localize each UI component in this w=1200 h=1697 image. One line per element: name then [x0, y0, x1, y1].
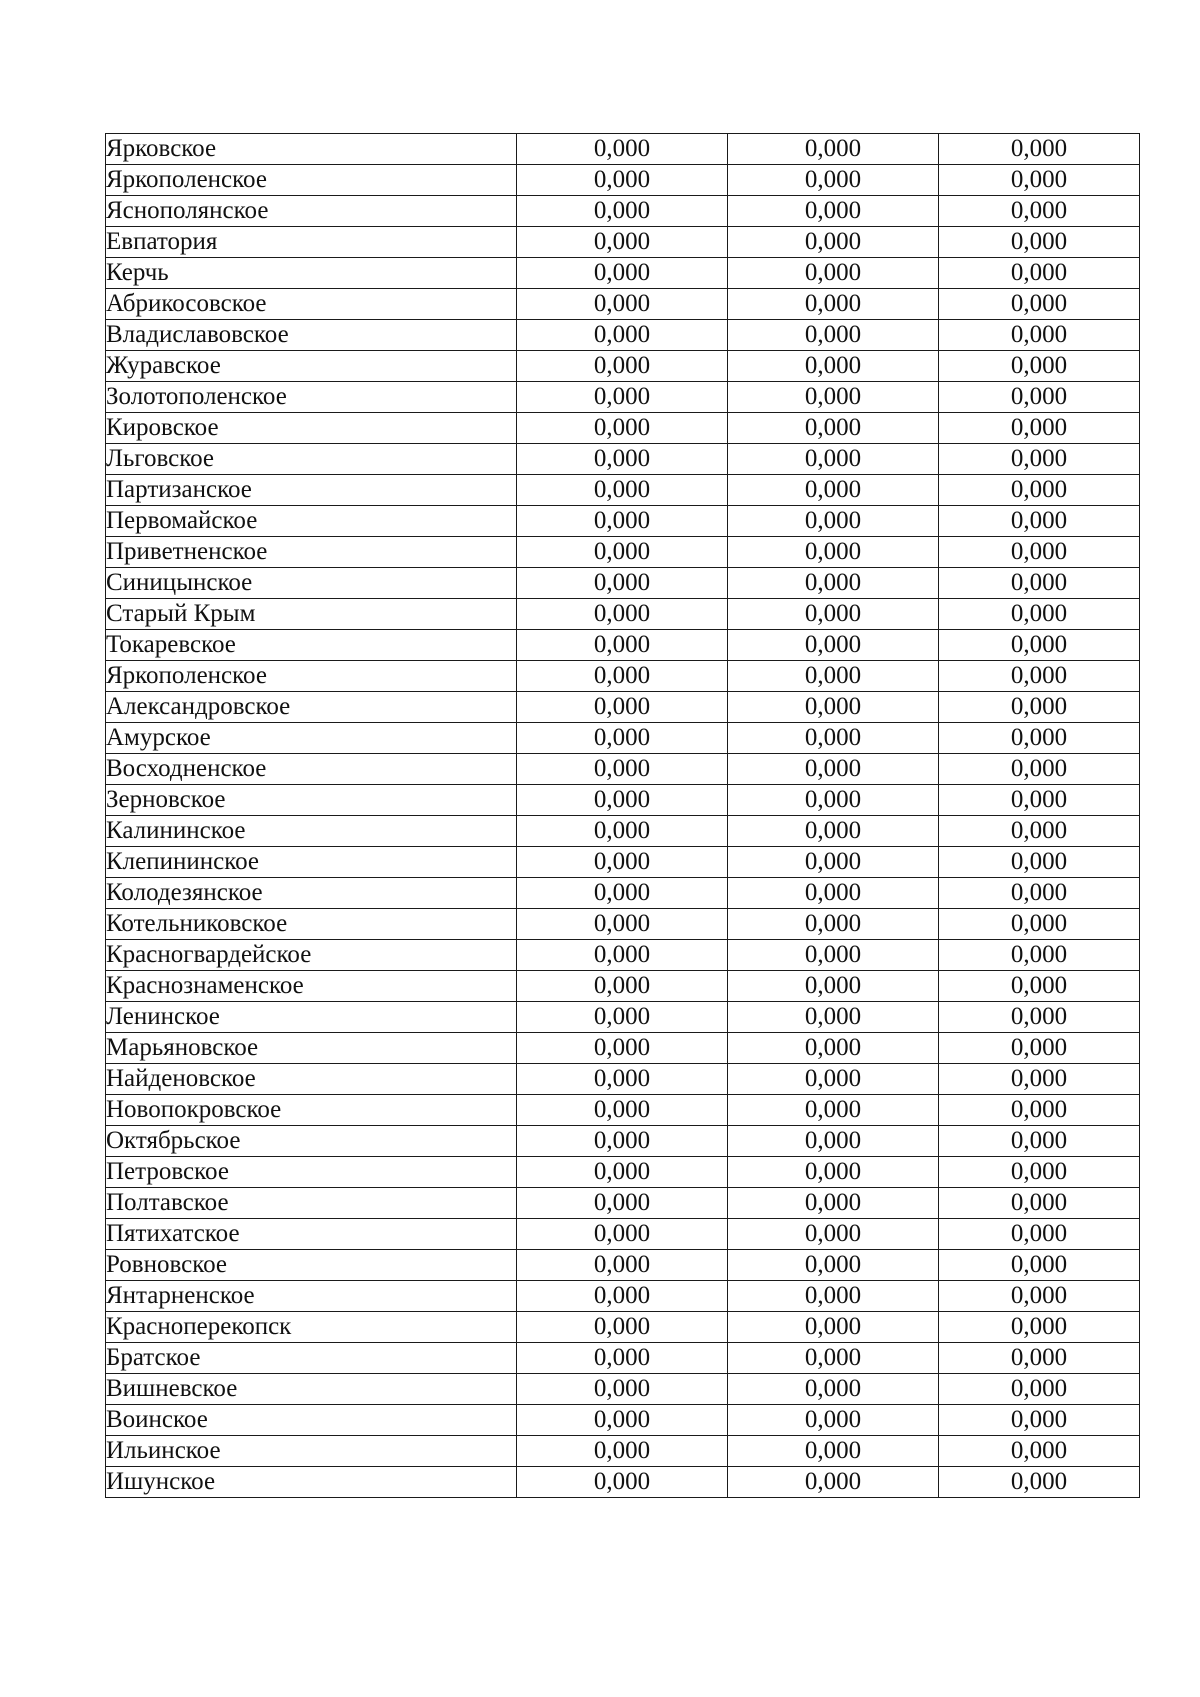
value-cell-2: 0,000 [728, 785, 939, 816]
value-cell-2: 0,000 [728, 196, 939, 227]
value-cell-2: 0,000 [728, 320, 939, 351]
value-cell-2: 0,000 [728, 382, 939, 413]
value-cell-1: 0,000 [517, 413, 728, 444]
value-cell-1: 0,000 [517, 661, 728, 692]
value-cell-2: 0,000 [728, 1281, 939, 1312]
value-cell-1: 0,000 [517, 351, 728, 382]
value-cell-1: 0,000 [517, 506, 728, 537]
table-row [106, 1467, 1140, 1498]
table-row [106, 909, 1140, 940]
settlement-name-cell: Приветненское [106, 537, 517, 568]
value-cell-3: 0,000 [939, 971, 1140, 1002]
table-row [106, 1374, 1140, 1405]
table-row [106, 320, 1140, 351]
settlement-name-cell: Полтавское [106, 1188, 517, 1219]
settlement-name-cell: Октябрьское [106, 1126, 517, 1157]
value-cell-3: 0,000 [939, 1126, 1140, 1157]
table-row [106, 1219, 1140, 1250]
value-cell-3: 0,000 [939, 692, 1140, 723]
value-cell-3: 0,000 [939, 1033, 1140, 1064]
value-cell-1: 0,000 [517, 847, 728, 878]
value-cell-3: 0,000 [939, 1157, 1140, 1188]
value-cell-3: 0,000 [939, 289, 1140, 320]
table-row [106, 258, 1140, 289]
settlement-name-cell: Найденовское [106, 1064, 517, 1095]
value-cell-3: 0,000 [939, 878, 1140, 909]
value-cell-2: 0,000 [728, 1188, 939, 1219]
settlement-name-cell: Братское [106, 1343, 517, 1374]
value-cell-2: 0,000 [728, 1405, 939, 1436]
value-cell-3: 0,000 [939, 847, 1140, 878]
table-row [106, 165, 1140, 196]
table-row [106, 227, 1140, 258]
value-cell-3: 0,000 [939, 413, 1140, 444]
value-cell-2: 0,000 [728, 258, 939, 289]
value-cell-2: 0,000 [728, 568, 939, 599]
value-cell-3: 0,000 [939, 1064, 1140, 1095]
value-cell-3: 0,000 [939, 1219, 1140, 1250]
table-row [106, 1002, 1140, 1033]
value-cell-3: 0,000 [939, 1281, 1140, 1312]
table-row [106, 816, 1140, 847]
table-row [106, 568, 1140, 599]
value-cell-3: 0,000 [939, 382, 1140, 413]
settlement-name-cell: Марьяновское [106, 1033, 517, 1064]
value-cell-3: 0,000 [939, 1374, 1140, 1405]
value-cell-2: 0,000 [728, 909, 939, 940]
value-cell-1: 0,000 [517, 1219, 728, 1250]
table-row [106, 289, 1140, 320]
value-cell-2: 0,000 [728, 971, 939, 1002]
settlement-name-cell: Котельниковское [106, 909, 517, 940]
value-cell-3: 0,000 [939, 1095, 1140, 1126]
table-row [106, 196, 1140, 227]
value-cell-2: 0,000 [728, 878, 939, 909]
settlement-name-cell: Красноперекопск [106, 1312, 517, 1343]
settlement-name-cell: Евпатория [106, 227, 517, 258]
table-row [106, 847, 1140, 878]
value-cell-3: 0,000 [939, 227, 1140, 258]
value-cell-2: 0,000 [728, 1467, 939, 1498]
value-cell-1: 0,000 [517, 1095, 728, 1126]
value-cell-2: 0,000 [728, 351, 939, 382]
table-body [106, 134, 1140, 1498]
table-row [106, 1343, 1140, 1374]
value-cell-2: 0,000 [728, 599, 939, 630]
value-cell-1: 0,000 [517, 1002, 728, 1033]
value-cell-1: 0,000 [517, 1250, 728, 1281]
value-cell-1: 0,000 [517, 196, 728, 227]
table-row [106, 1157, 1140, 1188]
table-row [106, 785, 1140, 816]
settlement-name-cell: Старый Крым [106, 599, 517, 630]
value-cell-1: 0,000 [517, 599, 728, 630]
value-cell-2: 0,000 [728, 475, 939, 506]
settlement-name-cell: Керчь [106, 258, 517, 289]
settlement-name-cell: Восходненское [106, 754, 517, 785]
settlement-name-cell: Яснополянское [106, 196, 517, 227]
value-cell-3: 0,000 [939, 537, 1140, 568]
settlement-name-cell: Ленинское [106, 1002, 517, 1033]
settlement-name-cell: Краснознаменское [106, 971, 517, 1002]
value-cell-1: 0,000 [517, 785, 728, 816]
table-row [106, 1033, 1140, 1064]
value-cell-3: 0,000 [939, 1312, 1140, 1343]
value-cell-1: 0,000 [517, 1126, 728, 1157]
value-cell-2: 0,000 [728, 692, 939, 723]
value-cell-3: 0,000 [939, 444, 1140, 475]
table-row [106, 661, 1140, 692]
value-cell-2: 0,000 [728, 1250, 939, 1281]
value-cell-2: 0,000 [728, 227, 939, 258]
value-cell-3: 0,000 [939, 661, 1140, 692]
value-cell-1: 0,000 [517, 1436, 728, 1467]
value-cell-2: 0,000 [728, 1033, 939, 1064]
value-cell-1: 0,000 [517, 382, 728, 413]
value-cell-3: 0,000 [939, 599, 1140, 630]
table-row [106, 537, 1140, 568]
value-cell-1: 0,000 [517, 1405, 728, 1436]
value-cell-1: 0,000 [517, 1374, 728, 1405]
table-row [106, 1250, 1140, 1281]
value-cell-3: 0,000 [939, 1343, 1140, 1374]
value-cell-1: 0,000 [517, 940, 728, 971]
value-cell-3: 0,000 [939, 1250, 1140, 1281]
data-table [105, 133, 1140, 1498]
value-cell-2: 0,000 [728, 661, 939, 692]
settlement-name-cell: Яркополенское [106, 661, 517, 692]
value-cell-1: 0,000 [517, 134, 728, 165]
table-row [106, 382, 1140, 413]
value-cell-1: 0,000 [517, 289, 728, 320]
value-cell-2: 0,000 [728, 816, 939, 847]
value-cell-1: 0,000 [517, 1467, 728, 1498]
value-cell-3: 0,000 [939, 165, 1140, 196]
value-cell-3: 0,000 [939, 909, 1140, 940]
table-row [106, 692, 1140, 723]
table-row [106, 134, 1140, 165]
value-cell-1: 0,000 [517, 1312, 728, 1343]
value-cell-2: 0,000 [728, 1064, 939, 1095]
value-cell-2: 0,000 [728, 165, 939, 196]
value-cell-1: 0,000 [517, 1157, 728, 1188]
value-cell-2: 0,000 [728, 1343, 939, 1374]
table-row [106, 599, 1140, 630]
settlement-name-cell: Колодезянское [106, 878, 517, 909]
value-cell-2: 0,000 [728, 723, 939, 754]
settlement-name-cell: Ильинское [106, 1436, 517, 1467]
settlement-name-cell: Пятихатское [106, 1219, 517, 1250]
value-cell-1: 0,000 [517, 971, 728, 1002]
value-cell-1: 0,000 [517, 1188, 728, 1219]
settlement-name-cell: Янтарненское [106, 1281, 517, 1312]
table-row [106, 1095, 1140, 1126]
value-cell-3: 0,000 [939, 754, 1140, 785]
value-cell-3: 0,000 [939, 196, 1140, 227]
settlement-name-cell: Калининское [106, 816, 517, 847]
value-cell-2: 0,000 [728, 1095, 939, 1126]
value-cell-2: 0,000 [728, 754, 939, 785]
settlement-name-cell: Амурское [106, 723, 517, 754]
value-cell-2: 0,000 [728, 1312, 939, 1343]
settlement-name-cell: Журавское [106, 351, 517, 382]
value-cell-1: 0,000 [517, 1033, 728, 1064]
table-row [106, 878, 1140, 909]
settlement-name-cell: Токаревское [106, 630, 517, 661]
settlement-name-cell: Воинское [106, 1405, 517, 1436]
table-row [106, 1126, 1140, 1157]
table-row [106, 444, 1140, 475]
settlement-name-cell: Льговское [106, 444, 517, 475]
value-cell-3: 0,000 [939, 568, 1140, 599]
table-row [106, 1188, 1140, 1219]
settlement-name-cell: Владиславовское [106, 320, 517, 351]
settlement-name-cell: Первомайское [106, 506, 517, 537]
value-cell-2: 0,000 [728, 940, 939, 971]
value-cell-3: 0,000 [939, 320, 1140, 351]
settlement-name-cell: Александровское [106, 692, 517, 723]
value-cell-3: 0,000 [939, 475, 1140, 506]
value-cell-3: 0,000 [939, 816, 1140, 847]
settlement-name-cell: Партизанское [106, 475, 517, 506]
value-cell-2: 0,000 [728, 444, 939, 475]
value-cell-3: 0,000 [939, 723, 1140, 754]
value-cell-3: 0,000 [939, 1002, 1140, 1033]
value-cell-1: 0,000 [517, 475, 728, 506]
value-cell-2: 0,000 [728, 1002, 939, 1033]
value-cell-1: 0,000 [517, 630, 728, 661]
settlement-name-cell: Золотополенское [106, 382, 517, 413]
table-row [106, 413, 1140, 444]
value-cell-1: 0,000 [517, 227, 728, 258]
value-cell-3: 0,000 [939, 1436, 1140, 1467]
settlement-name-cell: Клепининское [106, 847, 517, 878]
table-row [106, 723, 1140, 754]
value-cell-3: 0,000 [939, 258, 1140, 289]
value-cell-1: 0,000 [517, 537, 728, 568]
value-cell-3: 0,000 [939, 785, 1140, 816]
table-row [106, 1312, 1140, 1343]
value-cell-3: 0,000 [939, 630, 1140, 661]
table-row [106, 940, 1140, 971]
value-cell-3: 0,000 [939, 351, 1140, 382]
value-cell-2: 0,000 [728, 289, 939, 320]
value-cell-2: 0,000 [728, 630, 939, 661]
settlement-name-cell: Ровновское [106, 1250, 517, 1281]
settlement-name-cell: Вишневское [106, 1374, 517, 1405]
value-cell-3: 0,000 [939, 1188, 1140, 1219]
value-cell-2: 0,000 [728, 413, 939, 444]
settlement-name-cell: Яркополенское [106, 165, 517, 196]
value-cell-1: 0,000 [517, 816, 728, 847]
value-cell-1: 0,000 [517, 723, 728, 754]
table-row [106, 971, 1140, 1002]
value-cell-1: 0,000 [517, 1064, 728, 1095]
table-row [106, 351, 1140, 382]
value-cell-1: 0,000 [517, 568, 728, 599]
settlement-name-cell: Ярковское [106, 134, 517, 165]
settlement-name-cell: Новопокровское [106, 1095, 517, 1126]
table-row [106, 754, 1140, 785]
table-row [106, 1436, 1140, 1467]
table-row [106, 475, 1140, 506]
value-cell-1: 0,000 [517, 1281, 728, 1312]
value-cell-3: 0,000 [939, 1467, 1140, 1498]
value-cell-1: 0,000 [517, 692, 728, 723]
value-cell-1: 0,000 [517, 320, 728, 351]
value-cell-1: 0,000 [517, 1343, 728, 1374]
settlement-name-cell: Красногвардейское [106, 940, 517, 971]
document-page [105, 133, 1135, 1498]
value-cell-3: 0,000 [939, 506, 1140, 537]
value-cell-2: 0,000 [728, 1126, 939, 1157]
settlement-name-cell: Ишунское [106, 1467, 517, 1498]
value-cell-1: 0,000 [517, 754, 728, 785]
settlement-name-cell: Абрикосовское [106, 289, 517, 320]
settlement-name-cell: Кировское [106, 413, 517, 444]
value-cell-3: 0,000 [939, 1405, 1140, 1436]
settlement-name-cell: Петровское [106, 1157, 517, 1188]
table-row [106, 1281, 1140, 1312]
value-cell-2: 0,000 [728, 537, 939, 568]
table-row [106, 630, 1140, 661]
table-row [106, 506, 1140, 537]
table-row [106, 1405, 1140, 1436]
value-cell-1: 0,000 [517, 165, 728, 196]
value-cell-1: 0,000 [517, 909, 728, 940]
value-cell-2: 0,000 [728, 1436, 939, 1467]
settlement-name-cell: Синицынское [106, 568, 517, 599]
value-cell-2: 0,000 [728, 506, 939, 537]
value-cell-2: 0,000 [728, 1374, 939, 1405]
value-cell-1: 0,000 [517, 258, 728, 289]
value-cell-2: 0,000 [728, 847, 939, 878]
value-cell-2: 0,000 [728, 134, 939, 165]
table-row [106, 1064, 1140, 1095]
value-cell-2: 0,000 [728, 1219, 939, 1250]
value-cell-2: 0,000 [728, 1157, 939, 1188]
value-cell-3: 0,000 [939, 134, 1140, 165]
value-cell-1: 0,000 [517, 878, 728, 909]
value-cell-1: 0,000 [517, 444, 728, 475]
value-cell-3: 0,000 [939, 940, 1140, 971]
settlement-name-cell: Зерновское [106, 785, 517, 816]
